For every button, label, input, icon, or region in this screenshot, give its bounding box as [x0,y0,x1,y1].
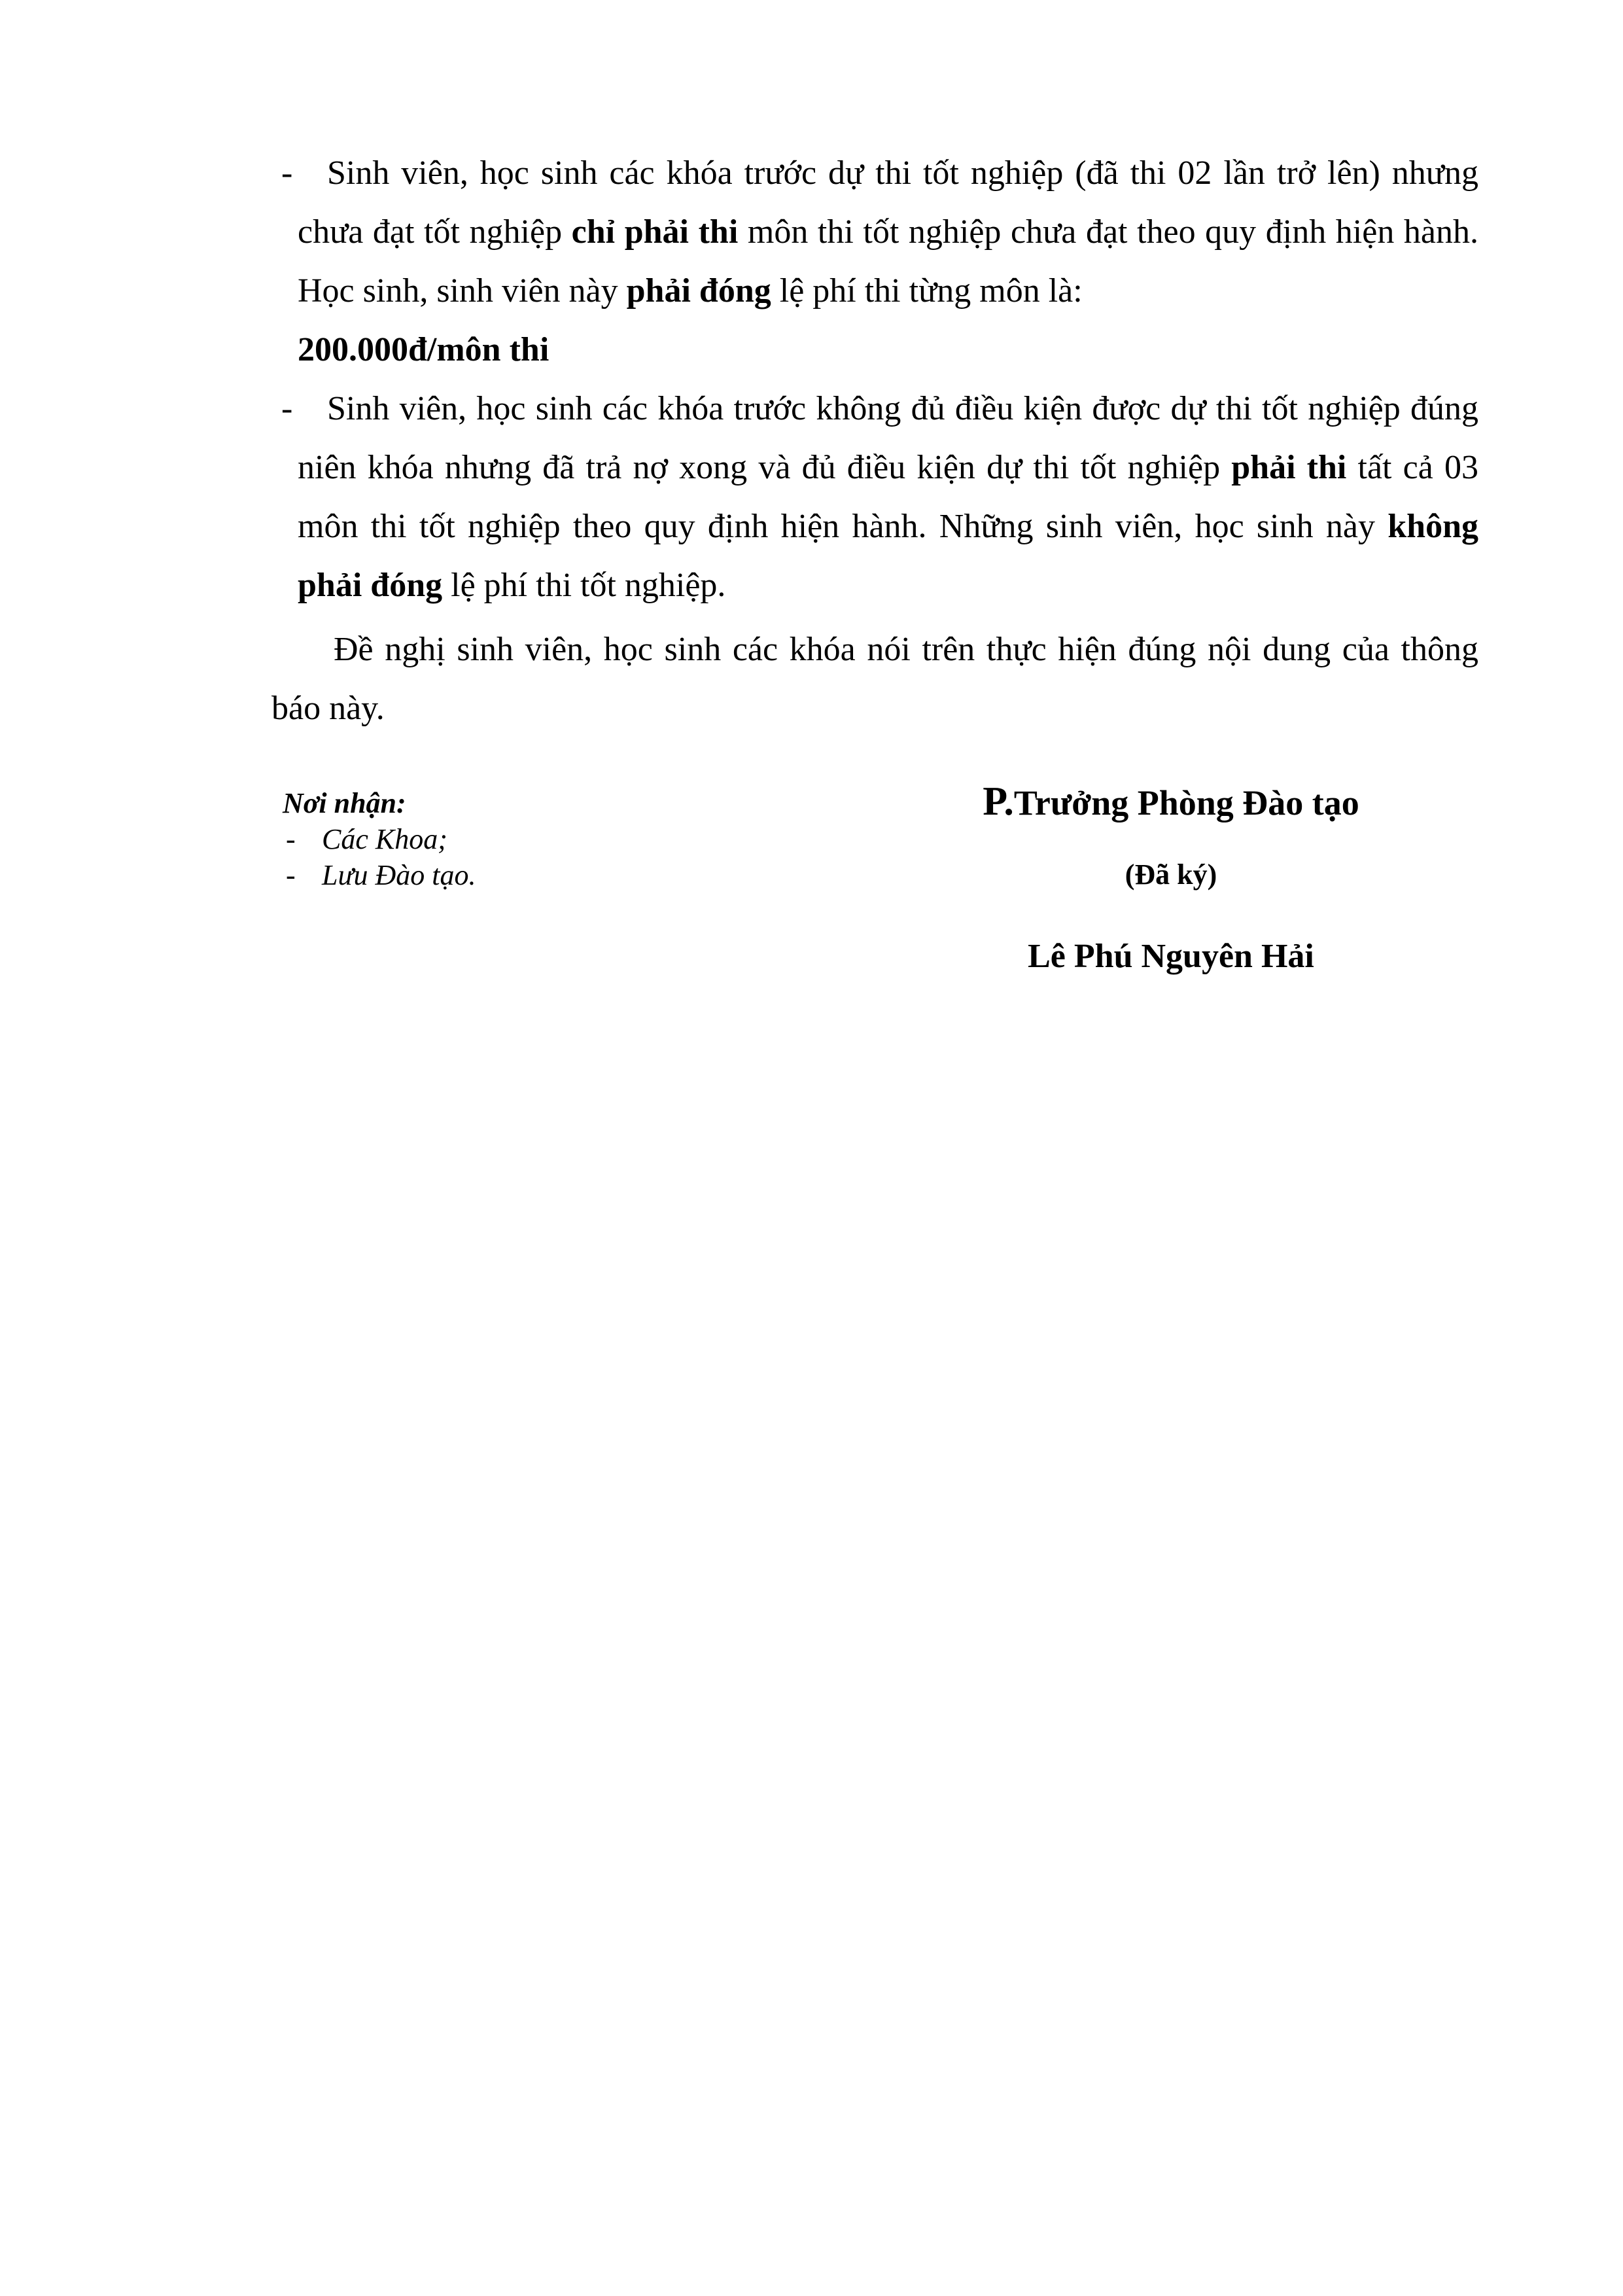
signer-title-rest: Trưởng Phòng Đào tạo [1013,783,1359,822]
recipients-heading: Nơi nhận: [283,787,406,819]
closing-paragraph: Đề nghị sinh viên, học sinh các khóa nói trên thực hiện đúng nội dung của thông báo này. [271,631,1478,727]
bullet-content [298,144,1478,380]
text-run: Sinh viên, học sinh các khóa trước dự thi tốt nghiệp (đã thi 02 lần trở lên) nhưng chưa đạt tốt nghiệp [298,154,1478,251]
document-body [271,144,1478,738]
emphasis-only-retake: chỉ phải thi [571,213,739,251]
text-run: tất cả 03 môn thi tốt nghiệp theo quy định hiện hành. Những sinh viên, học sinh này [298,449,1478,545]
emphasis-must-pay: phải đóng [626,272,771,309]
text-run: Sinh viên, học sinh các khóa trước không đủ điều kiện được dự thi tốt nghiệp đúng niên khóa nhưng đã trả nợ xong và đủ điều kiện dự thi tốt nghiệp [298,390,1478,486]
recipient-label: Các Khoa; [322,823,447,855]
text-run: lệ phí thi từng môn là: [771,272,1083,309]
bullet-paragraph-retake-failed-subjects [271,144,1478,380]
recipient-dash: - [286,823,296,855]
signed-note: (Đã ký) [1125,858,1217,891]
bullet-content [298,380,1478,615]
recipients-block [283,785,476,893]
recipient-item [283,857,476,893]
signer-title [916,779,1426,826]
recipient-dash: - [286,859,296,891]
emphasis-must-take: phải thi [1231,449,1347,486]
emphasis-no-fee: không phải đóng [298,508,1478,604]
bullet-paragraph-take-all-subjects [271,380,1478,615]
signer-title-prefix: P. [983,779,1014,824]
recipient-label: Lưu Đào tạo. [322,859,476,891]
signer-name: Lê Phú Nguyên Hải [1028,938,1314,975]
recipient-item [283,821,476,857]
bullet-dash: - [281,154,293,192]
fee-amount: 200.000đ/môn thi [298,331,550,368]
signature-block [916,779,1426,980]
text-run: lệ phí thi tốt nghiệp. [442,567,726,604]
text-run: môn thi tốt nghiệp chưa đạt theo quy định hiện hành. Học sinh, sinh viên này [298,213,1479,309]
bullet-dash: - [281,390,293,427]
